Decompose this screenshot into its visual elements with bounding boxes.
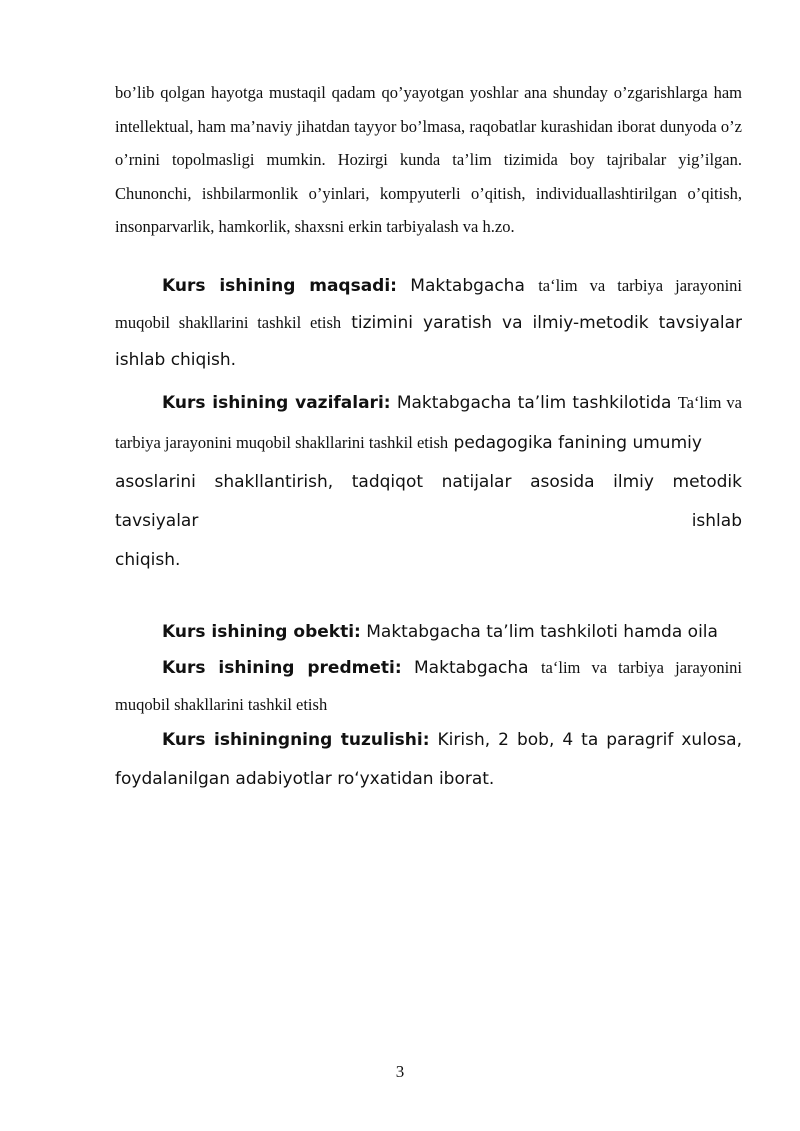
maqsad-label: Kurs ishining maqsadi:: [162, 276, 397, 296]
maqsad-text-3: tizimini yaratish va ilmiy-metodik tavsiyalar ishlab chiqish.: [115, 313, 742, 370]
page-number: 3: [395, 1062, 405, 1081]
predmet-paragraph: [115, 650, 742, 724]
maqsad-paragraph: [115, 268, 742, 379]
vazifa-text-3: pedagogika fanining umumiy: [448, 433, 702, 453]
obekt-label: Kurs ishining obekti:: [162, 622, 361, 642]
tuzilish-paragraph: [115, 721, 742, 799]
vazifa-line-3: chiqish.: [115, 550, 181, 570]
tuzilish-text: Kirish, 2 bob, 4 ta paragrif xulosa, foydalanilgan adabiyotlar ro‘yxatidan iborat.: [115, 730, 742, 789]
vazifa-line-1: [115, 383, 742, 463]
vazifa-text-2: Ta‘lim va tarbiya jarayonini muqobil shakllarini tashkil etish: [115, 393, 742, 452]
maqsad-text-2: ta‘lim va tarbiya jarayonini muqobil shakllarini tashkil etish: [115, 276, 743, 332]
obekt-paragraph: [115, 614, 742, 651]
obekt-text: Maktabgacha ta’lim tashkiloti hamda oila: [360, 622, 718, 642]
predmet-text-2: ta‘lim va tarbiya jarayonini muqobil shakllarini tashkil etish: [115, 658, 742, 714]
vazifa-line-2: asoslarini shakllantirish, tadqiqot natijalar asosida ilmiy metodik tavsiyalar ishlab: [115, 472, 742, 531]
tuzilish-label: Kurs ishiningning tuzulishi:: [162, 730, 430, 750]
vazifa-paragraph: [115, 383, 742, 580]
predmet-label: Kurs ishining predmeti:: [162, 658, 402, 678]
predmet-text-1: Maktabgacha: [401, 658, 541, 678]
maqsad-text-1: Maktabgacha: [396, 276, 539, 296]
intro-paragraph: bo’lib qolgan hayotga mustaqil qadam qo’yayotgan yoshlar ana shunday o’zgarishlarga ham intellektual, ham ma’naviy jihatdan tayyor bo’lmasa, raqobatlar kurashidan iborat dunyoda o’z o’rnini topolmasligi mumkin. Hozirgi kunda ta’lim tizimida boy tajribalar yig’ilgan. Chunonchi, ishbilarmonlik o’yinlari, kompyuterli o’qitish, individuallashtirilgan o’qitish, insonparvarlik, hamkorlik, shaxsni erkin tarbiyalash va h.zo.: [115, 83, 742, 236]
vazifa-text-1: Maktabgacha ta’lim tashkilotida: [390, 393, 678, 413]
vazifa-label: Kurs ishining vazifalari:: [162, 393, 391, 413]
